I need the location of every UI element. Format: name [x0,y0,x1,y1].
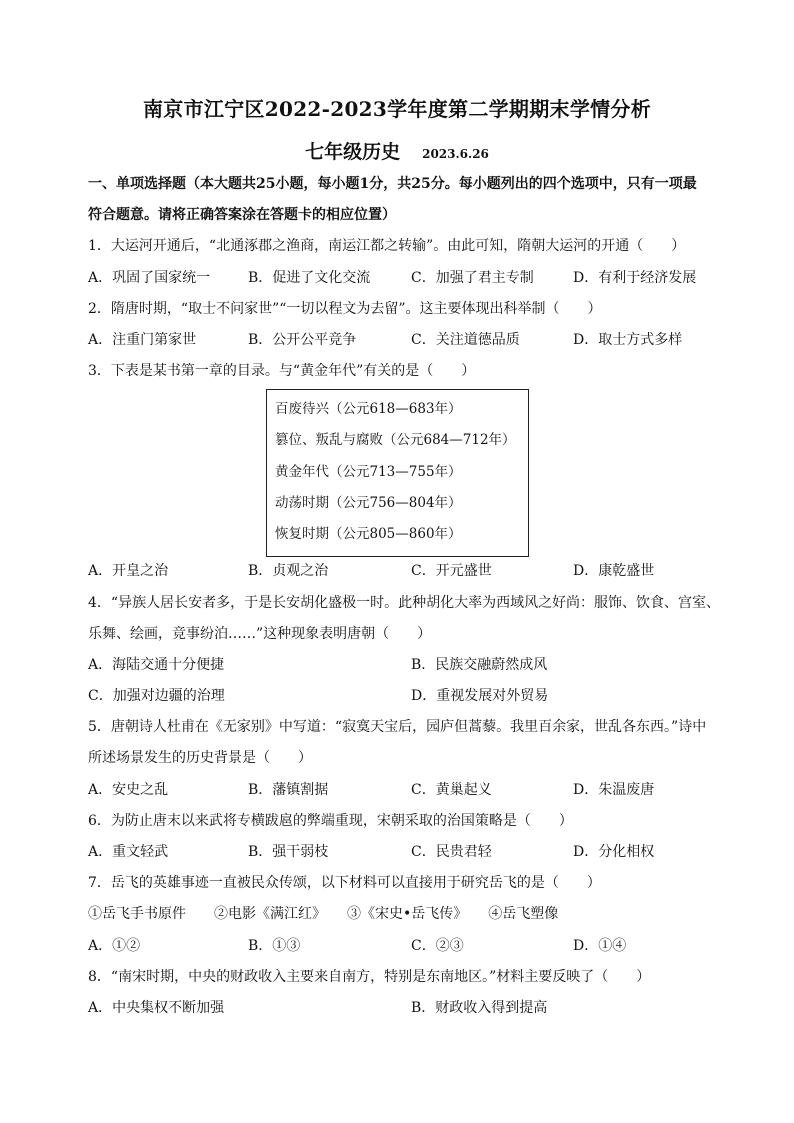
table-of-contents-box [266,389,529,557]
question-8-stem: 8．“南宋时期，中央的财政收入主要来自南方，特别是东南地区。”材料主要反映了（ ） [88,969,651,985]
question-7-option-b: B．①③ [248,938,301,954]
question-1-stem: 1．大运河开通后，“北通涿郡之渔商，南运江都之转输”。由此可知，隋朝大运河的开通（ ） [88,238,686,254]
question-2-option-d: D．取士方式多样 [573,332,683,348]
question-1-option-a: A．巩固了国家统一 [88,270,211,286]
question-1-option-c: C．加强了君主专制 [411,270,534,286]
question-7-stem: 7．岳飞的英雄事迹一直被民众传颂，以下材料可以直接用于研究岳飞的是（ ） [88,875,601,891]
question-2-option-a: A．注重门第家世 [88,332,197,348]
question-7-option-a: A．①② [88,938,141,954]
question-8-option-b: B．财政收入得到提高 [411,1000,548,1016]
question-4-option-d: D．重视发展对外贸易 [411,688,549,704]
question-6-stem: 6．为防止唐末以来武将专横跋扈的弊端重现，宋朝采取的治国策略是（ ） [88,813,573,829]
toc-row: 篡位、叛乱与腐败（公元684—712年） [275,432,516,448]
question-5-option-b: B．藩镇割据 [248,782,329,798]
question-1-option-d: D．有利于经济发展 [573,270,697,286]
subject-label: 七年级历史 [305,141,401,163]
question-5-stem-line-2: 所述场景发生的历史背景是（ ） [88,750,312,766]
section-instruction-line-1: 一、单项选择题（本大题共25小题，每小题1分，共25分。每小题列出的四个选项中，只有一项最 [88,176,697,192]
question-2-option-b: B．公开公平竞争 [248,332,357,348]
question-5-option-a: A．安史之乱 [88,782,169,798]
question-3-option-d: D．康乾盛世 [573,563,655,579]
question-3-stem: 3．下表是某书第一章的目录。与“黄金年代”有关的是（ ） [88,363,476,379]
question-1-option-b: B．促进了文化交流 [248,270,371,286]
question-4-option-b: B．民族交融蔚然成风 [411,657,548,673]
toc-row: 百废待兴（公元618—683年） [275,401,462,417]
question-7-option-d: D．①④ [573,938,627,954]
page-title: 南京市江宁区2022-2023学年度第二学期期末学情分析 [142,97,652,121]
question-8-option-a: A．中央集权不断加强 [88,1000,225,1016]
question-6-option-a: A．重文轻武 [88,844,169,860]
question-4-stem-line-2: 乐舞、绘画，竞事纷泊……”这种现象表明唐朝（ ） [88,626,432,642]
question-2-stem: 2．隋唐时期，“取士不问家世”“一切以程文为去留”。这主要体现出科举制（ ） [88,301,602,317]
toc-row: 恢复时期（公元805—860年） [275,526,462,542]
section-instruction-line-2: 符合题意。请将正确答案涂在答题卡的相应位置） [88,207,396,223]
question-4-option-a: A．海陆交通十分便捷 [88,657,225,673]
question-3-option-b: B．贞观之治 [248,563,329,579]
question-7-option-c: C．②③ [411,938,464,954]
question-6-option-b: B．强干弱枝 [248,844,329,860]
question-6-option-d: D．分化相权 [573,844,655,860]
toc-row: 动荡时期（公元756—804年） [275,495,462,511]
exam-date: 2023.6.26 [422,147,489,161]
toc-row: 黄金年代（公元713—755年） [275,464,462,480]
question-5-option-d: D．朱温废唐 [573,782,655,798]
question-4-option-c: C．加强对边疆的治理 [88,688,225,704]
question-7-materials: ①岳飞手书原件 ②电影《满江红》 ③《宋史•岳飞传》 ④岳飞塑像 [88,906,559,922]
question-5-option-c: C．黄巢起义 [411,782,492,798]
page-subtitle [0,137,794,164]
question-6-option-c: C．民贵君轻 [411,844,492,860]
question-2-option-c: C．关注道德品质 [411,332,520,348]
question-4-stem-line-1: 4．“异族人居长安者多，于是长安胡化盛极一时。此种胡化大率为西域风之好尚：服饰、饮食、宫室、 [88,595,721,611]
question-5-stem-line-1: 5．唐朝诗人杜甫在《无家别》中写道：“寂寞天宝后，园庐但蒿藜。我里百余家，世乱各东西。”诗中 [88,719,707,735]
question-3-option-c: C．开元盛世 [411,563,492,579]
question-3-option-a: A．开皇之治 [88,563,169,579]
